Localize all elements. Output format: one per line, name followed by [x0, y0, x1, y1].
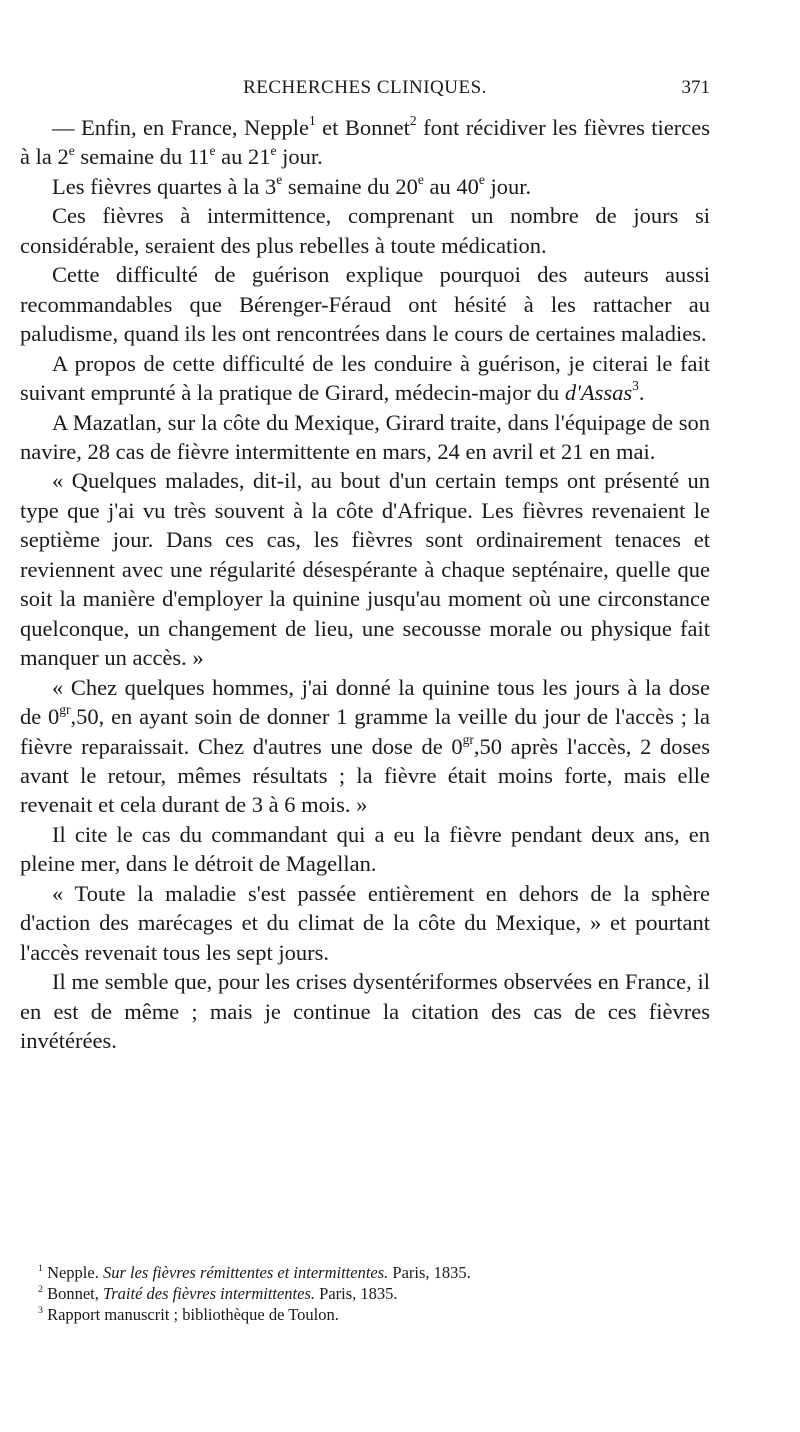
footnote-ref: 1	[308, 113, 316, 129]
footnote: $^2$ Bonnet, Traité des fièvres intermittentes. Paris, 1835.	[38, 1283, 398, 1303]
footnote: $^1$ Nepple. Sur les fièvres rémittentes et intermittentes. Paris, 1835.	[38, 1262, 471, 1282]
body-text	[20, 113, 710, 1056]
paragraph: Ces fièvres à intermittence, comprenant un nombre de jours si considérable, seraient des plus rebelles à toute médication.	[20, 203, 710, 258]
paragraph: Il me semble que, pour les crises dysentériformes observées en France, il en est de même ; mais je continue la citation des cas de ces fièvres invétérées.	[20, 969, 710, 1054]
running-head: RECHERCHES CLINIQUES.	[243, 77, 487, 98]
ship-name: d'Assas	[564, 380, 633, 406]
paragraph: A Mazatlan, sur la côte du Mexique, Girard traite, dans l'équipage de son navire, 28 cas de fièvre intermittente en mars, 24 en avril et 21 en mai.	[20, 409, 710, 464]
page-header	[20, 74, 710, 104]
footnote: $^3$ Rapport manuscrit ; bibliothèque de Toulon.	[38, 1304, 339, 1324]
paragraph: « Quelques malades, dit-il, au bout d'un certain temps ont présenté un type que j'ai vu très souvent à la côte d'Afrique. Les fièvres revenaient le septième jour. Dans ces cas, les fièvres sont ordinairement tenaces et reviennent avec une régularité désespérante à chaque septénaire, quelle que soit la manière d'employer la quinine jusqu'au moment où une circonstance quelconque, un changement de lieu, une secousse morale ou physique fait manquer un accès. »	[20, 468, 710, 671]
page-number: 371	[681, 77, 710, 98]
paragraph: Il cite le cas du commandant qui a eu la fièvre pendant deux ans, en pleine mer, dans le détroit de Magellan.	[20, 821, 710, 877]
footnotes	[20, 1262, 710, 1325]
paragraph: Les fièvres quartes à la 3e semaine du 20e au 40e jour.	[52, 172, 532, 199]
paragraph: « Chez quelques hommes, j'ai donné la quinine tous les jours à la dose de $0^{gr},50$, en ayant soin de donner 1 gramme la veille du jour de l'accès ; la fièvre reparaissait. Chez d'autres une dose de $0^{gr},50$ après l'accès, 2 doses avant le retour, mêmes résultats ; la fièvre était moins forte, mais elle revenait et cela durant de 3 à 6 mois. »	[20, 674, 710, 818]
footnote-ref: 3	[632, 378, 639, 394]
paragraph: — Enfin, en France, Nepple$^1$ et Bonnet$^2$ font récidiver les fièvres tierces à la 2e semaine du 11e au 21e jour.	[20, 113, 710, 170]
footnote-ref: 2	[409, 113, 417, 129]
paragraph: Cette difficulté de guérison explique pourquoi des auteurs aussi recommandables que Bérenger-Féraud ont hésité à les rattacher au paludisme, quand ils les ont rencontrées dans le cours de certaines maladies.	[20, 262, 710, 347]
paragraph: A propos de cette difficulté de les conduire à guérison, je citerai le fait suivant emprunté à la pratique de Girard, médecin-major du d'Assas$^3$.	[20, 350, 710, 406]
paragraph: « Toute la maladie s'est passée entièrement en dehors de la sphère d'action des marécages et du climat de la côte du Mexique, » et pourtant l'accès revenait tous les sept jours.	[20, 880, 710, 965]
